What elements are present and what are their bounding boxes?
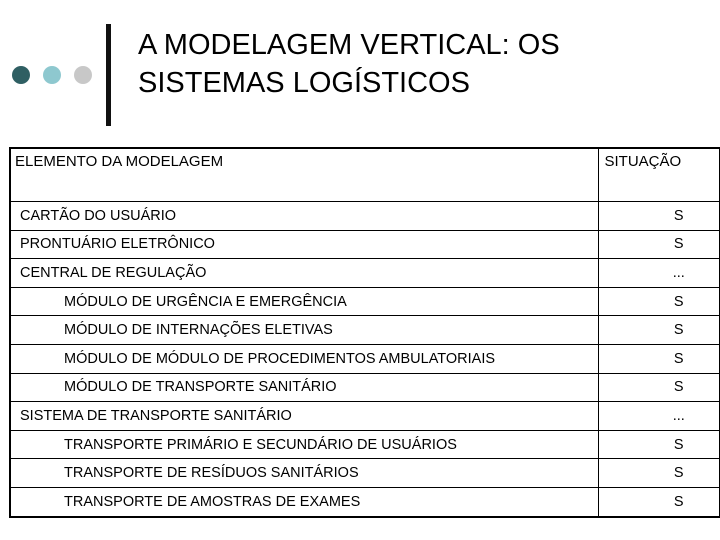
row-status: S [598,287,720,316]
row-element: MÓDULO DE URGÊNCIA E EMERGÊNCIA [10,287,598,316]
table-row [10,373,720,402]
slide-title-line-2: SISTEMAS LOGÍSTICOS [138,67,470,99]
table-header-row [10,148,720,202]
slide-title [138,26,708,102]
row-element: TRANSPORTE PRIMÁRIO E SECUNDÁRIO DE USUÁRIOS [10,430,598,459]
table-row [10,259,720,288]
dot-dark-teal [12,66,30,84]
row-element: CENTRAL DE REGULAÇÃO [10,259,598,288]
row-status: S [598,316,720,345]
row-status: ... [598,402,720,431]
row-status: S [598,459,720,488]
row-element: SISTEMA DE TRANSPORTE SANITÁRIO [10,402,598,431]
row-status: S [598,430,720,459]
row-element: TRANSPORTE DE RESÍDUOS SANITÁRIOS [10,459,598,488]
row-element: TRANSPORTE DE AMOSTRAS DE EXAMES [10,487,598,516]
table-row [10,344,720,373]
table-row [10,487,720,516]
modeling-table [9,147,720,518]
dot-gray [74,66,92,84]
table-row [10,287,720,316]
row-status: S [598,230,720,259]
table-row [10,402,720,431]
title-divider-bar [106,24,111,126]
row-element: PRONTUÁRIO ELETRÔNICO [10,230,598,259]
table-row [10,202,720,231]
row-status: S [598,344,720,373]
row-status: S [598,373,720,402]
table-row [10,316,720,345]
row-element: MÓDULO DE TRANSPORTE SANITÁRIO [10,373,598,402]
header-status: SITUAÇÃO [598,148,720,202]
header-element: ELEMENTO DA MODELAGEM [10,148,598,202]
row-status: S [598,487,720,516]
table-row [10,430,720,459]
row-element: MÓDULO DE INTERNAÇÕES ELETIVAS [10,316,598,345]
row-element: MÓDULO DE MÓDULO DE PROCEDIMENTOS AMBULATORIAIS [10,344,598,373]
row-element: CARTÃO DO USUÁRIO [10,202,598,231]
decorative-dots [12,66,96,84]
table-row [10,459,720,488]
slide-title-line-1: A MODELAGEM VERTICAL: OS [138,29,560,61]
table-row [10,230,720,259]
dot-light-teal [43,66,61,84]
row-status: ... [598,259,720,288]
row-status: S [598,202,720,231]
